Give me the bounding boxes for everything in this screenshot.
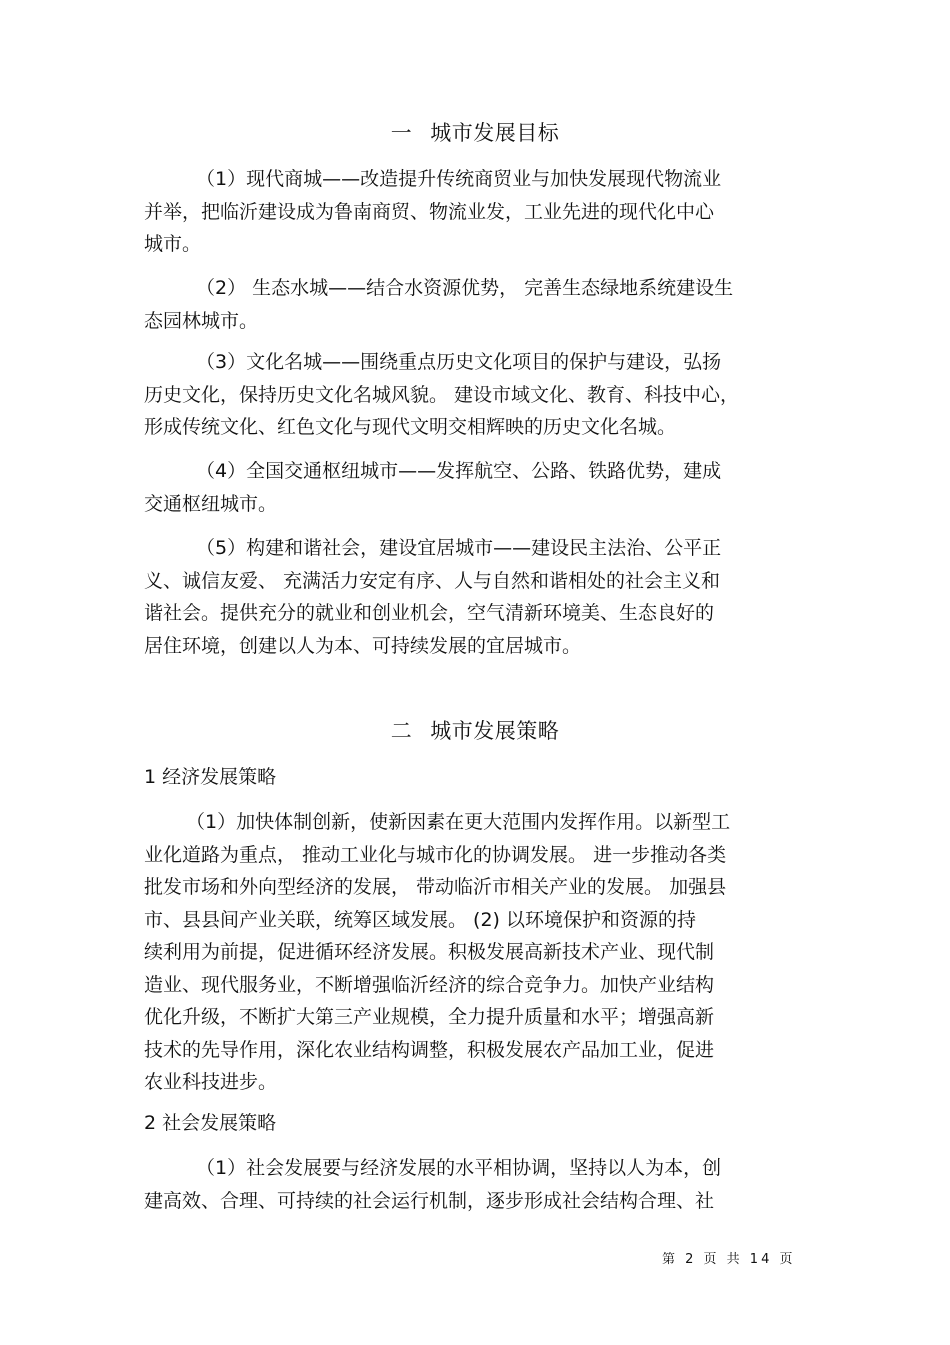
section-2-number: 二 [390,719,413,743]
paragraph-line: （4）全国交通枢纽城市——发挥航空、公路、铁路优势，建成 [196,460,722,482]
social-strategy-paragraph [144,1152,814,1217]
paragraph-line: 批发市场和外向型经济的发展， 带动临沂市相关产业的发展。 加强县 [144,876,727,898]
paragraph-line: （3）文化名城——围绕重点历史文化项目的保护与建设，弘扬 [196,351,722,373]
section-2-heading [0,716,950,746]
goal-item-3 [144,346,814,444]
paragraph-line: （1）加快体制创新，使新因素在更大范围内发挥作用。以新型工 [186,811,731,833]
paragraph-line: 义、诚信友爱、 充满活力安定有序、人与自然和谐相处的社会主义和 [144,569,721,592]
paragraph-line: 造业、现代服务业，不断增强临沂经济的综合竞争力。加快产业结构 [144,973,715,996]
economic-strategy-paragraph [144,806,814,1099]
subsection-2-title: 2 社会发展策略 [144,1112,277,1134]
paragraph-line: 居住环境，创建以人为本、可持续发展的宜居城市。 [144,634,582,657]
paragraph-line: 技术的先导作用，深化农业结构调整，积极发展农产品加工业，促进 [144,1038,715,1061]
paragraph-line: （2） 生态水城——结合水资源优势， 完善生态绿地系统建设生 [196,277,734,299]
paragraph-line: 形成传统文化、红色文化与现代文明交相辉映的历史文化名城。 [144,416,677,438]
goal-item-5 [144,532,814,662]
section-1-title: 城市发展目标 [430,121,560,145]
paragraph-line: 市、县县间产业关联，统筹区域发展。 (2) 以环境保护和资源的持 [144,908,696,931]
section-2-title: 城市发展策略 [430,719,560,743]
subsection-1-title: 1 经济发展策略 [144,766,277,788]
paragraph-line: 农业科技进步。 [144,1071,278,1093]
paragraph-line: 谐社会。提供充分的就业和创业机会，空气清新环境美、生态良好的 [144,602,715,624]
paragraph-line: 态园林城市。 [144,309,259,332]
paragraph-line: 优化升级，不断扩大第三产业规模，全力提升质量和水平；增强高新 [144,1006,715,1028]
paragraph-line: 建高效、合理、可持续的社会运行机制，逐步形成社会结构合理、社 [144,1189,715,1212]
paragraph-line: 城市。 [144,233,202,255]
page-number-footer: 第 2 页 共 14 页 [662,1252,796,1267]
paragraph-line: 续利用为前提，促进循环经济发展。积极发展高新技术产业、现代制 [144,941,715,963]
paragraph-line: 交通枢纽城市。 [144,492,278,515]
paragraph-line: （5）构建和谐社会，建设宜居城市——建设民主法治、公平正 [196,537,722,559]
goal-item-4 [144,455,814,520]
goal-item-1 [144,163,814,261]
goal-item-2 [144,272,814,337]
paragraph-line: 并举，把临沂建设成为鲁南商贸、物流业发，工业先进的现代化中心 [144,200,715,223]
section-1-heading [0,118,950,148]
section-1-number: 一 [390,121,413,145]
paragraph-line: （1）现代商城——改造提升传统商贸业与加快发展现代物流业 [196,168,722,190]
paragraph-line: （1）社会发展要与经济发展的水平相协调，坚持以人为本，创 [196,1157,722,1179]
paragraph-line: 历史文化，保持历史文化名城风貌。 建设市域文化、教育、科技中心， [144,383,740,406]
paragraph-line: 业化道路为重点， 推动工业化与城市化的协调发展。 进一步推动各类 [144,843,727,866]
